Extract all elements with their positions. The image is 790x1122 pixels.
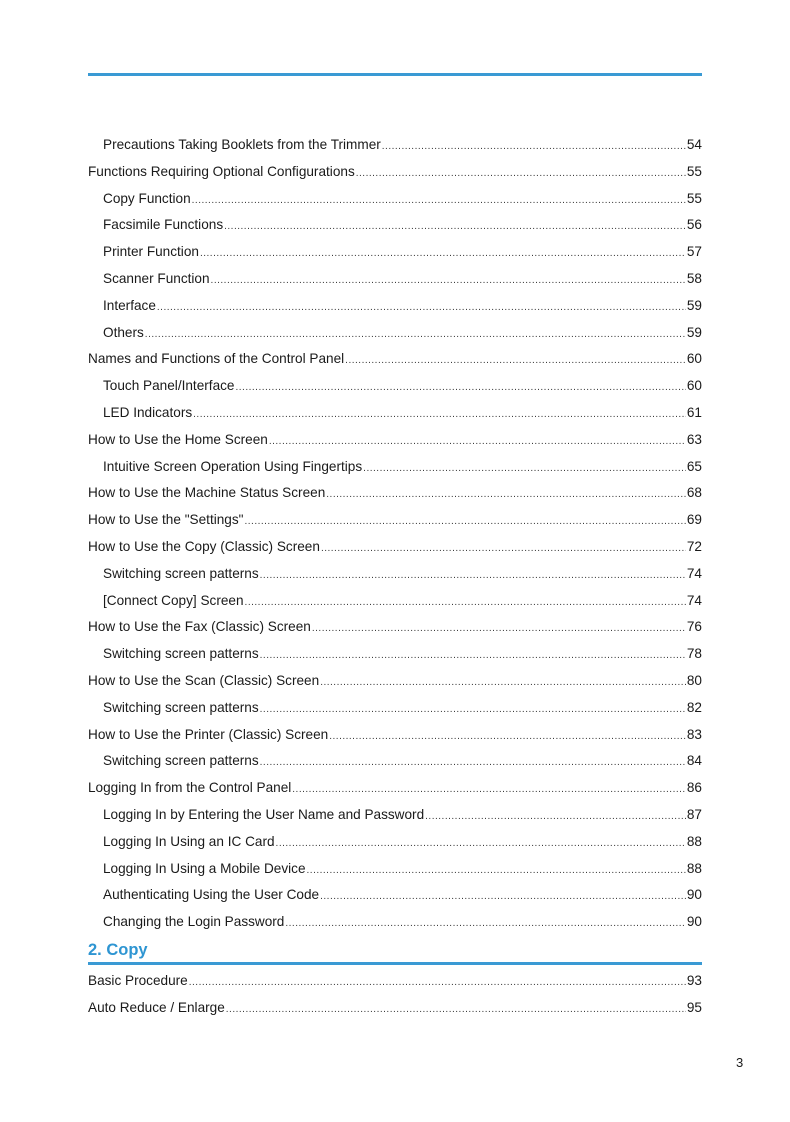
toc-entry[interactable] [88, 968, 702, 995]
toc-entry-title: How to Use the Copy (Classic) Screen [88, 538, 320, 554]
toc-leader-dots [224, 214, 686, 239]
toc-entry-page: 60 [686, 351, 702, 367]
toc-leader-dots [260, 563, 686, 588]
toc-entry-page: 57 [686, 244, 702, 260]
toc-entry[interactable] [88, 507, 702, 534]
toc-entry-page: 76 [686, 619, 702, 635]
header-rule [88, 73, 702, 76]
toc-entry[interactable] [88, 293, 702, 320]
toc-leader-dots [189, 970, 686, 995]
toc-entry[interactable] [88, 400, 702, 427]
toc-leader-dots [157, 295, 686, 320]
toc-entry[interactable] [88, 132, 702, 159]
toc-entry[interactable] [88, 212, 702, 239]
toc-entry[interactable] [88, 909, 702, 936]
toc-entry-title: Logging In Using an IC Card [103, 833, 275, 849]
chapter-title[interactable]: 2. Copy [88, 940, 148, 959]
toc-entry-title: How to Use the Scan (Classic) Screen [88, 672, 320, 688]
toc-entry-page: 95 [686, 999, 702, 1015]
toc-entry-title: How to Use the Fax (Classic) Screen [88, 619, 311, 635]
toc-leader-dots [192, 188, 686, 213]
toc-entry-page: 88 [686, 833, 702, 849]
toc-entry-page: 74 [686, 565, 702, 581]
toc-entry-title: LED Indicators [103, 404, 193, 420]
toc-entry-page: 86 [686, 780, 702, 796]
toc-entry[interactable] [88, 775, 702, 802]
toc-entry-title: How to Use the Machine Status Screen [88, 485, 326, 501]
toc-leader-dots [236, 375, 686, 400]
toc-entry[interactable] [88, 320, 702, 347]
toc-entry-page: 68 [686, 485, 702, 501]
toc-entry-title: How to Use the Printer (Classic) Screen [88, 726, 329, 742]
toc-leader-dots [312, 616, 686, 641]
toc-section-chapter-1 [88, 132, 702, 936]
toc-entry[interactable] [88, 995, 702, 1022]
toc-section-chapter-2 [88, 968, 702, 1022]
chapter-rule [88, 962, 702, 965]
toc-entry-title: Names and Functions of the Control Panel [88, 351, 345, 367]
toc-leader-dots [382, 134, 686, 159]
toc-entry-page: 56 [686, 217, 702, 233]
toc-entry-title: Basic Procedure [88, 972, 188, 988]
toc-entry-title: Auto Reduce / Enlarge [88, 999, 225, 1015]
toc-entry[interactable] [88, 802, 702, 829]
toc-entry-title: Switching screen patterns [103, 565, 259, 581]
toc-leader-dots [193, 402, 686, 427]
toc-entry-page: 59 [686, 324, 702, 340]
toc-entry-page: 80 [686, 672, 702, 688]
toc-entry-title: Logging In Using a Mobile Device [103, 860, 306, 876]
toc-leader-dots [276, 831, 686, 856]
toc-entry-title: Intuitive Screen Operation Using Fingertips [103, 458, 363, 474]
toc-entry[interactable] [88, 882, 702, 909]
toc-entry-page: 69 [686, 512, 702, 528]
toc-entry-title: Printer Function [103, 244, 199, 260]
toc-entry-title: [Connect Copy] Screen [103, 592, 244, 608]
toc-entry-title: Touch Panel/Interface [103, 378, 235, 394]
toc-entry-title: Precautions Taking Booklets from the Trimmer [103, 137, 381, 152]
toc-entry-page: 61 [686, 404, 702, 420]
toc-leader-dots [307, 858, 686, 883]
toc-entry-page: 78 [686, 646, 702, 662]
toc-entry-page: 83 [686, 726, 702, 742]
toc-entry-title: How to Use the "Settings" [88, 512, 244, 528]
chapter-heading [88, 938, 702, 968]
toc-leader-dots [285, 911, 686, 936]
toc-leader-dots [425, 804, 686, 829]
toc-entry[interactable] [88, 427, 702, 454]
toc-entry-title: Copy Function [103, 190, 191, 206]
toc-entry[interactable] [88, 722, 702, 749]
toc-entry-title: Functions Requiring Optional Configurations [88, 163, 355, 179]
toc-entry-page: 87 [686, 806, 702, 822]
toc-entry-title: Facsimile Functions [103, 217, 224, 233]
toc-leader-dots [292, 777, 686, 802]
toc-leader-dots [329, 724, 686, 749]
toc-entry-title: Interface [103, 297, 156, 313]
toc-entry[interactable] [88, 159, 702, 186]
toc-entry-page: 82 [686, 699, 702, 715]
toc-entry[interactable] [88, 480, 702, 507]
toc-entry[interactable] [88, 856, 702, 883]
toc-leader-dots [145, 322, 686, 347]
toc-entry-page: 59 [686, 297, 702, 313]
toc-entry-title: Logging In by Entering the User Name and Password [103, 806, 425, 822]
toc-entry[interactable] [88, 614, 702, 641]
toc-leader-dots [260, 750, 686, 775]
toc-entry-page: 58 [686, 270, 702, 286]
toc-entry-page: 84 [686, 753, 702, 769]
toc-leader-dots [321, 536, 686, 561]
toc-leader-dots [320, 670, 686, 695]
toc-entry-page: 90 [686, 887, 702, 903]
toc-leader-dots [363, 456, 686, 481]
toc-entry-page: 74 [686, 592, 702, 608]
toc-entry-title: Switching screen patterns [103, 646, 259, 662]
toc-entry-page: 55 [686, 163, 702, 179]
toc-entry[interactable] [88, 266, 702, 293]
toc-entry-page: 93 [686, 972, 702, 988]
toc-entry-page: 72 [686, 538, 702, 554]
toc-entry[interactable] [88, 454, 702, 481]
toc-entry[interactable] [88, 695, 702, 722]
toc-entry-page: 90 [686, 914, 702, 930]
toc-entry[interactable] [88, 373, 702, 400]
toc-entry-title: Switching screen patterns [103, 699, 259, 715]
toc-entry[interactable] [88, 588, 702, 615]
toc-leader-dots [226, 997, 686, 1022]
toc-entry-page: 63 [686, 431, 702, 447]
toc-entry-title: Switching screen patterns [103, 753, 259, 769]
toc-leader-dots [269, 429, 686, 454]
toc-leader-dots [345, 348, 686, 373]
toc-entry-title: How to Use the Home Screen [88, 431, 268, 447]
toc-entry[interactable] [88, 346, 702, 373]
toc-leader-dots [211, 268, 686, 293]
toc-entry-title: Scanner Function [103, 270, 210, 286]
toc-entry[interactable] [88, 561, 702, 588]
toc-entry-page: 60 [686, 378, 702, 394]
toc-leader-dots [260, 697, 686, 722]
toc-entry-title: Logging In from the Control Panel [88, 780, 292, 796]
toc-leader-dots [320, 884, 686, 909]
toc-entry-page: 65 [686, 458, 702, 474]
toc-entry[interactable] [88, 748, 702, 775]
toc-entry-title: Others [103, 324, 144, 340]
toc-entry[interactable] [88, 534, 702, 561]
toc-entry-title: Authenticating Using the User Code [103, 887, 320, 903]
toc-entry[interactable] [88, 239, 702, 266]
toc-leader-dots [260, 643, 686, 668]
toc-entry[interactable] [88, 829, 702, 856]
toc-leader-dots [244, 509, 685, 534]
toc-entry-page: 54 [686, 137, 702, 152]
toc-leader-dots [356, 161, 686, 186]
toc-entry-title: Changing the Login Password [103, 914, 285, 930]
toc-entry-page: 55 [686, 190, 702, 206]
toc-entry-page: 88 [686, 860, 702, 876]
toc-entry[interactable] [88, 668, 702, 695]
toc-leader-dots [200, 241, 686, 266]
toc-entry[interactable] [88, 641, 702, 668]
toc-leader-dots [326, 482, 686, 507]
toc-leader-dots [245, 590, 686, 615]
table-of-contents [88, 132, 702, 1022]
toc-entry[interactable] [88, 186, 702, 213]
page-number: 3 [736, 1055, 744, 1070]
